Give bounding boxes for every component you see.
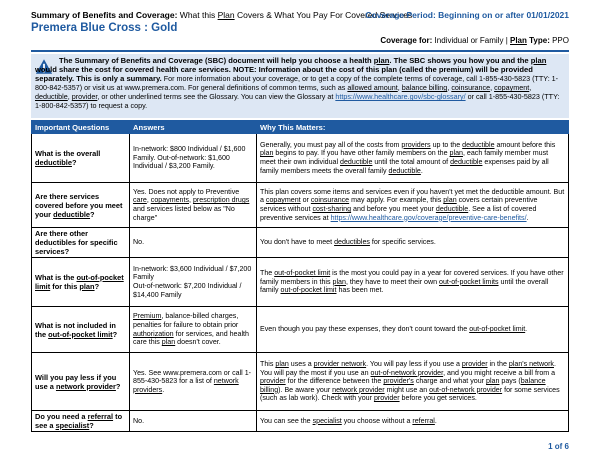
glossary-link[interactable]: https://www.healthcare.gov/sbc-glossary/ — [335, 92, 466, 102]
cell-text: ? — [90, 209, 95, 219]
cell-text: . — [525, 325, 528, 334]
cell-text: expenses paid by all family members meets the overall family — [260, 158, 549, 175]
coverage-period: Coverage Period: Beginning on or after 01/01/2021 — [365, 10, 569, 20]
glossary-term[interactable]: providers — [401, 140, 431, 149]
notice-body: , or other underlined terms see the Glossary. You can view the Glossary at — [97, 92, 336, 102]
glossary-term[interactable]: deductible — [35, 158, 72, 167]
cell-text: charge and what your — [413, 377, 487, 386]
glossary-term[interactable]: prescription drugs — [192, 196, 250, 205]
notice-body: or call 1-855-430-5823 (TTY: 1-800-842-5357) to request a copy. — [35, 92, 560, 111]
cell-text: until the total amount of — [372, 158, 451, 166]
column-header: Answers — [130, 121, 257, 134]
table-row — [32, 258, 569, 307]
cell-text: , balance-billed charges, penalties for failure to obtain prior — [133, 312, 239, 329]
cell-text: . You will pay the most if you use an — [260, 360, 556, 377]
plan-type-value: PPO — [549, 36, 569, 45]
coverage-for — [380, 36, 569, 45]
cell-text: In-network: $800 Individual / $1,600 Family. Out-of-network: $1,600 Individual / $3,200 Family. — [133, 145, 246, 171]
cell-text: ). Be aware your — [278, 385, 333, 394]
glossary-term-plan[interactable]: plan — [373, 56, 390, 65]
glossary-term[interactable]: plan — [260, 149, 274, 158]
cell-text: ? — [112, 329, 118, 339]
cell-text: , and you might receive a bill from a — [443, 368, 556, 377]
glossary-term[interactable]: out-of-network provider — [429, 385, 503, 394]
glossary-term[interactable]: plan — [332, 277, 346, 286]
glossary-term-coinsurance[interactable]: coinsurance — [451, 83, 491, 93]
cell-text: , they have to meet their own — [345, 277, 440, 286]
glossary-term[interactable]: out-of-pocket limit — [274, 269, 331, 278]
glossary-term[interactable]: deductible — [53, 209, 91, 219]
cell-text: in the — [487, 360, 509, 369]
why-matters-cell — [257, 134, 569, 183]
column-header: Why This Matters: — [257, 121, 569, 134]
cell-text: What is the overall — [35, 149, 101, 158]
notice-lead: would share the cost for covered health care services. NOTE: Information about the cost of this plan (called the premium) will be provided separately. This is only a summary. — [35, 65, 533, 84]
question-cell — [32, 258, 130, 307]
cell-text: Do you need a — [35, 412, 88, 421]
cell-text: and services listed below as "No charge" — [133, 205, 235, 222]
notice-lead: . The SBC shows you how you and the — [389, 56, 531, 65]
cell-text: The — [260, 269, 275, 278]
cell-text: This plan covers some items and services even if you haven't yet met the deductible amount. But a — [260, 187, 565, 205]
glossary-term[interactable]: deductible — [462, 140, 495, 149]
glossary-term[interactable]: specialist — [312, 416, 342, 425]
table-row — [32, 353, 569, 411]
cell-text: before you get services. — [399, 394, 477, 403]
notice-text: The Summary of Benefits and Coverage (SBC) document will help you choose a health plan. The SBC shows you how you and the plan would share the cost for covered health care services. NOTE: Information about the cost of this plan (called the premium) will be provided separately. This is only a summary. For more information about your coverage, or to get a copy of the complete terms of coverage, call 1-855-430-5823 (TTY: 1-800-842-5357) or visit us at www.premera.com. For general definitions of common terms, such as allowed amount, balance billing, coinsurance, copayment, deductible, provider, or other underlined terms see the Glossary. You can view the Glossary at https://www.healthcare.gov/sbc-glossary/ or call 1-855-430-5823 (TTY: 1-800-842-5357) to request a copy. — [35, 56, 560, 111]
glossary-term[interactable]: referral — [412, 416, 435, 425]
cell-text: up to the — [430, 140, 463, 149]
cell-text: doesn't cover. — [175, 338, 221, 347]
glossary-term[interactable]: authorization — [133, 329, 174, 338]
answer-cell — [130, 307, 257, 353]
cell-text: This — [260, 360, 276, 369]
glossary-term[interactable]: copayment — [265, 196, 301, 205]
glossary-term[interactable]: copayments — [150, 196, 190, 205]
question-cell — [32, 183, 130, 228]
glossary-term-allowed-amount[interactable]: allowed amount — [347, 83, 398, 93]
table-row — [32, 411, 569, 432]
glossary-term-balance-billing[interactable]: balance billing — [401, 83, 448, 93]
glossary-term[interactable]: referral — [87, 412, 114, 421]
cell-text: you choose without a — [341, 416, 413, 425]
cell-text: . — [420, 166, 423, 175]
cell-text: is the most you could pay in a year for covered services. If you have other family members in this — [260, 269, 564, 286]
question-cell — [32, 134, 130, 183]
glossary-term-deductible[interactable]: deductible — [35, 92, 68, 102]
notice-body: For more information about your coverage, or to get a copy of the complete terms of coverage, call 1-855-430-5823 (TTY: 1-800-842-5357) or visit us at www.premera.com. For general definitions of common terms, such as — [35, 74, 559, 93]
glossary-term[interactable]: out-of-pocket limit — [280, 286, 337, 295]
glossary-term[interactable]: coinsurance — [310, 196, 350, 205]
glossary-term[interactable]: network provider — [55, 381, 116, 391]
column-header: Important Questions — [32, 121, 130, 134]
glossary-term-copayment[interactable]: copayment — [494, 83, 530, 93]
glossary-term[interactable]: deductible — [450, 158, 483, 166]
why-matters-cell — [257, 353, 569, 411]
plan-name: Premera Blue Cross : Gold — [31, 22, 178, 34]
glossary-term[interactable]: Premium — [133, 312, 162, 321]
table-header-row — [32, 121, 569, 134]
glossary-term[interactable]: provider — [373, 394, 400, 403]
summary-text: What this — [177, 10, 218, 20]
cell-text: Are there other deductibles for specific services? — [35, 229, 118, 256]
cell-text: Yes. See www.premera.com or call 1-855-430-5823 for a list of — [133, 368, 252, 386]
glossary-term-plan[interactable]: Plan — [510, 36, 527, 45]
glossary-term[interactable]: plan — [449, 149, 463, 158]
glossary-term[interactable]: plan's network — [508, 360, 554, 369]
cell-text: ? — [89, 421, 94, 430]
glossary-term[interactable]: plan — [443, 196, 457, 205]
glossary-term[interactable]: network provider — [332, 385, 385, 394]
answer-cell — [130, 353, 257, 411]
glossary-term[interactable]: balance billing — [260, 377, 546, 394]
cell-text: begins to pay. If you have other family members on the — [273, 149, 450, 158]
glossary-term[interactable]: provider network — [313, 360, 367, 369]
glossary-term[interactable]: cost-sharing — [312, 205, 352, 213]
glossary-term-provider[interactable]: provider — [71, 92, 98, 102]
glossary-term[interactable]: network providers — [133, 377, 239, 394]
cell-text: ? — [94, 282, 100, 291]
question-cell — [32, 411, 130, 432]
cell-text: , each family member must meet their own individual — [260, 149, 549, 166]
cell-text: to see a — [35, 412, 123, 430]
glossary-term-plan[interactable]: Plan — [217, 10, 235, 20]
cell-text: What is the — [35, 273, 77, 282]
plan-type-label: Type: — [526, 36, 550, 45]
glossary-term-plan[interactable]: plan — [530, 56, 547, 65]
cell-text: No. — [133, 416, 145, 425]
glossary-term[interactable]: deductible — [340, 158, 373, 166]
cell-text: uses a — [288, 360, 314, 369]
glossary-term[interactable]: provider — [461, 360, 488, 369]
why-matters-cell — [257, 307, 569, 353]
glossary-term[interactable]: out-of-network provider — [370, 368, 444, 377]
cell-text: , — [146, 196, 151, 205]
cell-text: You don't have to meet — [260, 238, 335, 247]
notice-lead: The Summary of Benefits and Coverage (SBC) document will help you choose a health — [59, 56, 374, 65]
cell-text: for specific services. — [369, 238, 436, 247]
benefits-table — [31, 120, 569, 432]
sbc-notice — [31, 54, 569, 118]
cell-text: Will you pay less if you use a — [35, 372, 117, 391]
cell-text: for the difference between the — [285, 377, 384, 386]
answer-cell — [130, 183, 257, 228]
cell-text: covers certain preventive services without — [260, 196, 538, 213]
cell-text: may apply. For example, this — [349, 196, 444, 205]
cell-text: for services, and health care this — [133, 329, 249, 347]
cell-text: . You will pay less if you use a — [366, 360, 462, 369]
page-number: 1 of 6 — [548, 442, 569, 451]
external-link[interactable]: https://www.healthcare.gov/coverage/preventive-care-benefits/ — [330, 213, 527, 222]
cell-text: until the overall family — [260, 277, 549, 295]
glossary-term[interactable]: deductible — [388, 166, 421, 175]
glossary-term[interactable]: plan — [161, 338, 176, 347]
why-matters-cell — [257, 411, 569, 432]
glossary-term[interactable]: plan — [79, 282, 95, 291]
cell-text: What is not included in the — [35, 320, 116, 339]
glossary-term[interactable]: out-of-pocket limit — [48, 329, 113, 339]
summary-text: Covers & What You Pay For Covered Services — [234, 10, 413, 20]
table-row — [32, 183, 569, 228]
why-matters-cell — [257, 183, 569, 228]
glossary-term[interactable]: plan — [275, 360, 289, 369]
table-row — [32, 307, 569, 353]
cell-text: for this — [50, 282, 80, 291]
header-rule — [31, 50, 569, 52]
cell-text: , — [189, 196, 193, 205]
cell-text: . — [162, 385, 165, 394]
glossary-term[interactable]: care — [133, 196, 147, 205]
glossary-term[interactable]: out-of-pocket limit — [469, 325, 526, 334]
cell-text: In-network: $3,600 Individual / $7,200 Family — [133, 264, 252, 282]
glossary-term[interactable]: deductibles — [334, 238, 370, 247]
cell-text: might use an — [384, 385, 430, 394]
why-matters-cell — [257, 258, 569, 307]
question-cell — [32, 307, 130, 353]
coverage-for-value: Individual or Family | — [432, 36, 510, 45]
glossary-term[interactable]: specialist — [55, 421, 90, 430]
cell-text: . — [434, 416, 437, 425]
cell-text: and before you meet your — [351, 205, 436, 213]
coverage-for-label: Coverage for: — [380, 36, 433, 45]
summary-label: Summary of Benefits and Coverage: — [31, 10, 178, 20]
answer-cell — [130, 228, 257, 258]
cell-text: ? — [71, 158, 77, 167]
glossary-term[interactable]: out-of-pocket limit — [35, 273, 124, 291]
cell-text: Out-of-network: $7,200 Individual / $14,400 Family — [133, 282, 242, 299]
cell-text: Even though you pay these expenses, they don't count toward the — [260, 325, 470, 334]
glossary-term[interactable]: provider's — [383, 377, 414, 386]
cell-text: No. — [133, 238, 145, 247]
answer-cell — [130, 258, 257, 307]
summary-heading — [31, 10, 412, 20]
table-row — [32, 228, 569, 258]
glossary-term[interactable]: deductible — [435, 205, 469, 213]
cell-text: You can see the — [260, 416, 313, 425]
question-cell — [32, 228, 130, 258]
cell-text: Yes. Does not apply to Preventive — [133, 187, 240, 196]
why-matters-cell — [257, 228, 569, 258]
cell-text: pays ( — [499, 377, 521, 386]
cell-text: . See a list of covered preventive services at — [260, 205, 537, 222]
cell-text: has been met. — [336, 286, 384, 295]
answer-cell — [130, 411, 257, 432]
cell-text: amount before this — [494, 140, 556, 149]
cell-text: for some services (such as lab work). Check with your — [260, 385, 560, 403]
glossary-term[interactable]: provider — [260, 377, 286, 386]
glossary-term[interactable]: out-of-pocket limits — [439, 277, 499, 286]
glossary-term[interactable]: plan — [486, 377, 500, 386]
question-cell — [32, 353, 130, 411]
answer-cell — [130, 134, 257, 183]
cell-text: or — [300, 196, 311, 205]
table-row — [32, 134, 569, 183]
cell-text: Generally, you must pay all of the costs from — [260, 140, 402, 149]
cell-text: . — [526, 213, 529, 222]
cell-text: ? — [115, 381, 121, 391]
cell-text: Are there services covered before you meet your — [35, 191, 123, 219]
